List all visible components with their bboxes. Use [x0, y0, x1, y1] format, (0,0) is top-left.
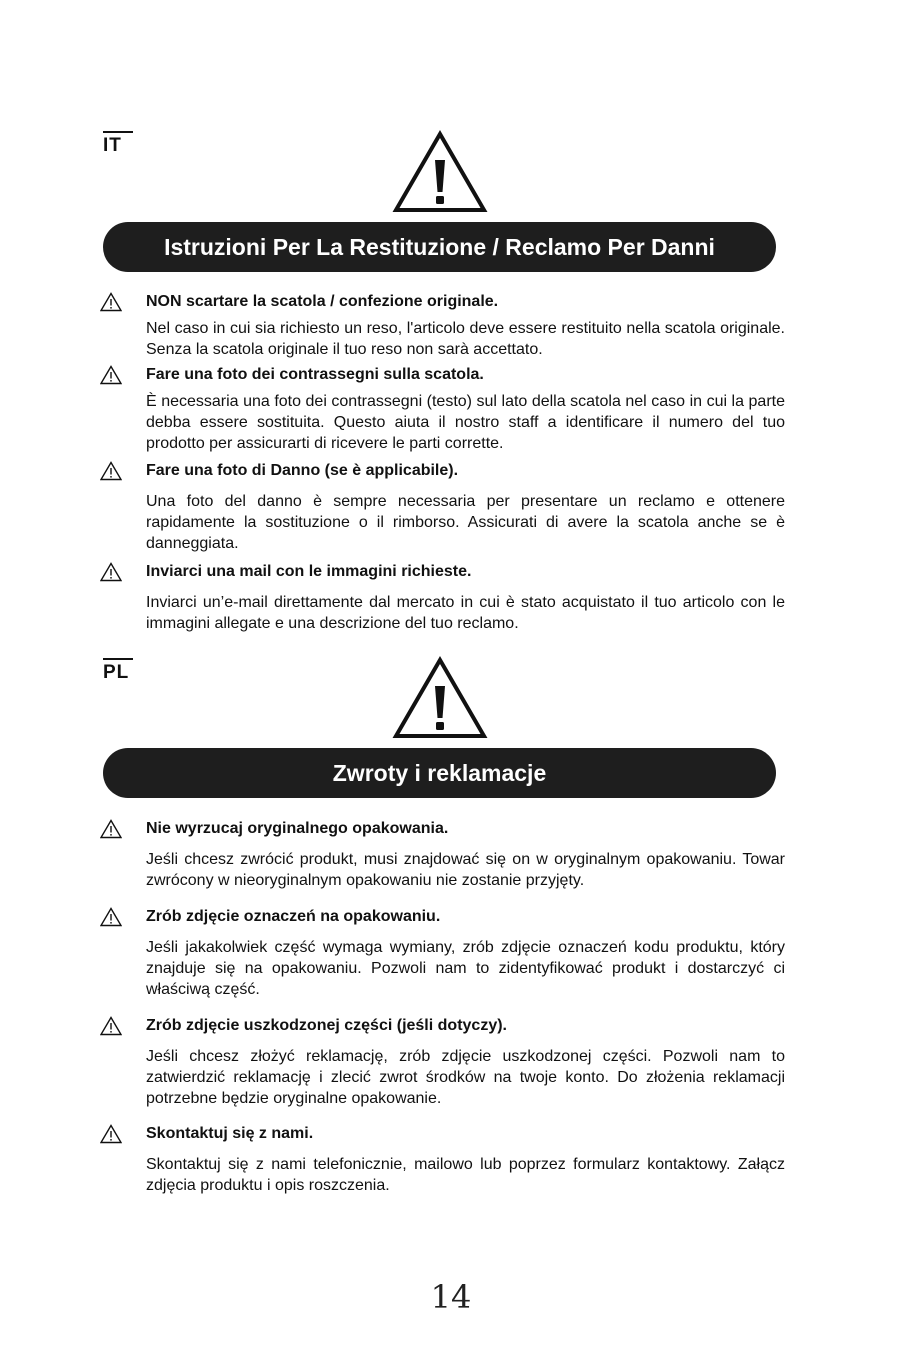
instruction-body: Inviarci un’e-mail direttamente dal mercato in cui è stato acquistato il tuo articolo con le immagini allegate e una descrizione del tuo reclamo.: [146, 594, 785, 632]
instruction-item: [100, 1123, 785, 1196]
instruction-body: Nel caso in cui sia richiesto un reso, l'articolo deve essere restituito nella scatola originale. Senza la scatola originale il tuo reso non sarà accettato.: [146, 320, 785, 358]
warning-triangle-icon: [100, 562, 122, 582]
language-tag-pl: PL: [103, 658, 133, 684]
warning-triangle-icon: [392, 656, 488, 740]
warning-triangle-icon: [100, 907, 122, 927]
instruction-body: Jeśli chcesz zwrócić produkt, musi znajdować się on w oryginalnym opakowaniu. Towar zwrócony w nieoryginalnym opakowaniu nie zostanie przyjęty.: [146, 851, 785, 889]
instruction-heading: Zrób zdjęcie uszkodzonej części (jeśli dotyczy).: [146, 1017, 507, 1034]
section-title-banner-it: Istruzioni Per La Restituzione / Reclamo Per Danni: [103, 222, 776, 272]
instruction-heading: Nie wyrzucaj oryginalnego opakowania.: [146, 820, 449, 837]
warning-triangle-icon: [100, 1124, 122, 1144]
warning-triangle-icon: [392, 130, 488, 214]
instruction-item: [100, 818, 785, 891]
instruction-heading: Fare una foto dei contrassegni sulla scatola.: [146, 366, 484, 383]
warning-triangle-icon: [100, 1016, 122, 1036]
page-number: 14: [430, 1278, 472, 1316]
instruction-body: Jeśli jakakolwiek część wymaga wymiany, zrób zdjęcie oznaczeń kodu produktu, który znajduje się na opakowaniu. Pozwoli nam to zidentyfikować produkt i dostarczyć ci właściwą część.: [146, 939, 785, 998]
instruction-item: [100, 561, 785, 634]
instruction-body: Jeśli chcesz złożyć reklamację, zrób zdjęcie uszkodzonej części. Pozwoli nam to zatwierdzić reklamację i zlecić zwrot środków na twoje konto. Do złożenia reklamacji potrzebne będzie oryginalne opakowanie.: [146, 1048, 785, 1107]
instruction-body: È necessaria una foto dei contrassegni (testo) sul lato della scatola nel caso in cui la parte debba essere sostituita. Questo aiuta il nostro staff a identificare il numero del tuo prodotto per assicurarti di ricevere le parti corrette.: [146, 393, 785, 452]
instruction-heading: Skontaktuj się z nami.: [146, 1125, 314, 1142]
instruction-heading: Inviarci una mail con le immagini richieste.: [146, 563, 472, 580]
instruction-item: [100, 291, 785, 360]
warning-triangle-icon: [100, 461, 122, 481]
instruction-body: Una foto del danno è sempre necessaria per presentare un reclamo e ottenere rapidamente la sostituzione o il rimborso. Assicurati di avere la scatola anche se è danneggiata.: [146, 493, 785, 552]
instruction-heading: Zrób zdjęcie oznaczeń na opakowaniu.: [146, 908, 441, 925]
warning-triangle-icon: [100, 819, 122, 839]
warning-triangle-icon: [100, 292, 122, 312]
instruction-heading: NON scartare la scatola / confezione originale.: [146, 293, 499, 310]
instruction-item: [100, 364, 785, 454]
language-tag-it: IT: [103, 131, 133, 157]
instruction-heading: Fare una foto di Danno (se è applicabile).: [146, 462, 459, 479]
instruction-item: [100, 460, 785, 554]
section-title-banner-pl: Zwroty i reklamacje: [103, 748, 776, 798]
instruction-item: [100, 1015, 785, 1109]
warning-triangle-icon: [100, 365, 122, 385]
instruction-body: Skontaktuj się z nami telefonicznie, mailowo lub poprzez formularz kontaktowy. Załącz zdjęcia produktu i opis roszczenia.: [146, 1156, 785, 1194]
instruction-item: [100, 906, 785, 1000]
